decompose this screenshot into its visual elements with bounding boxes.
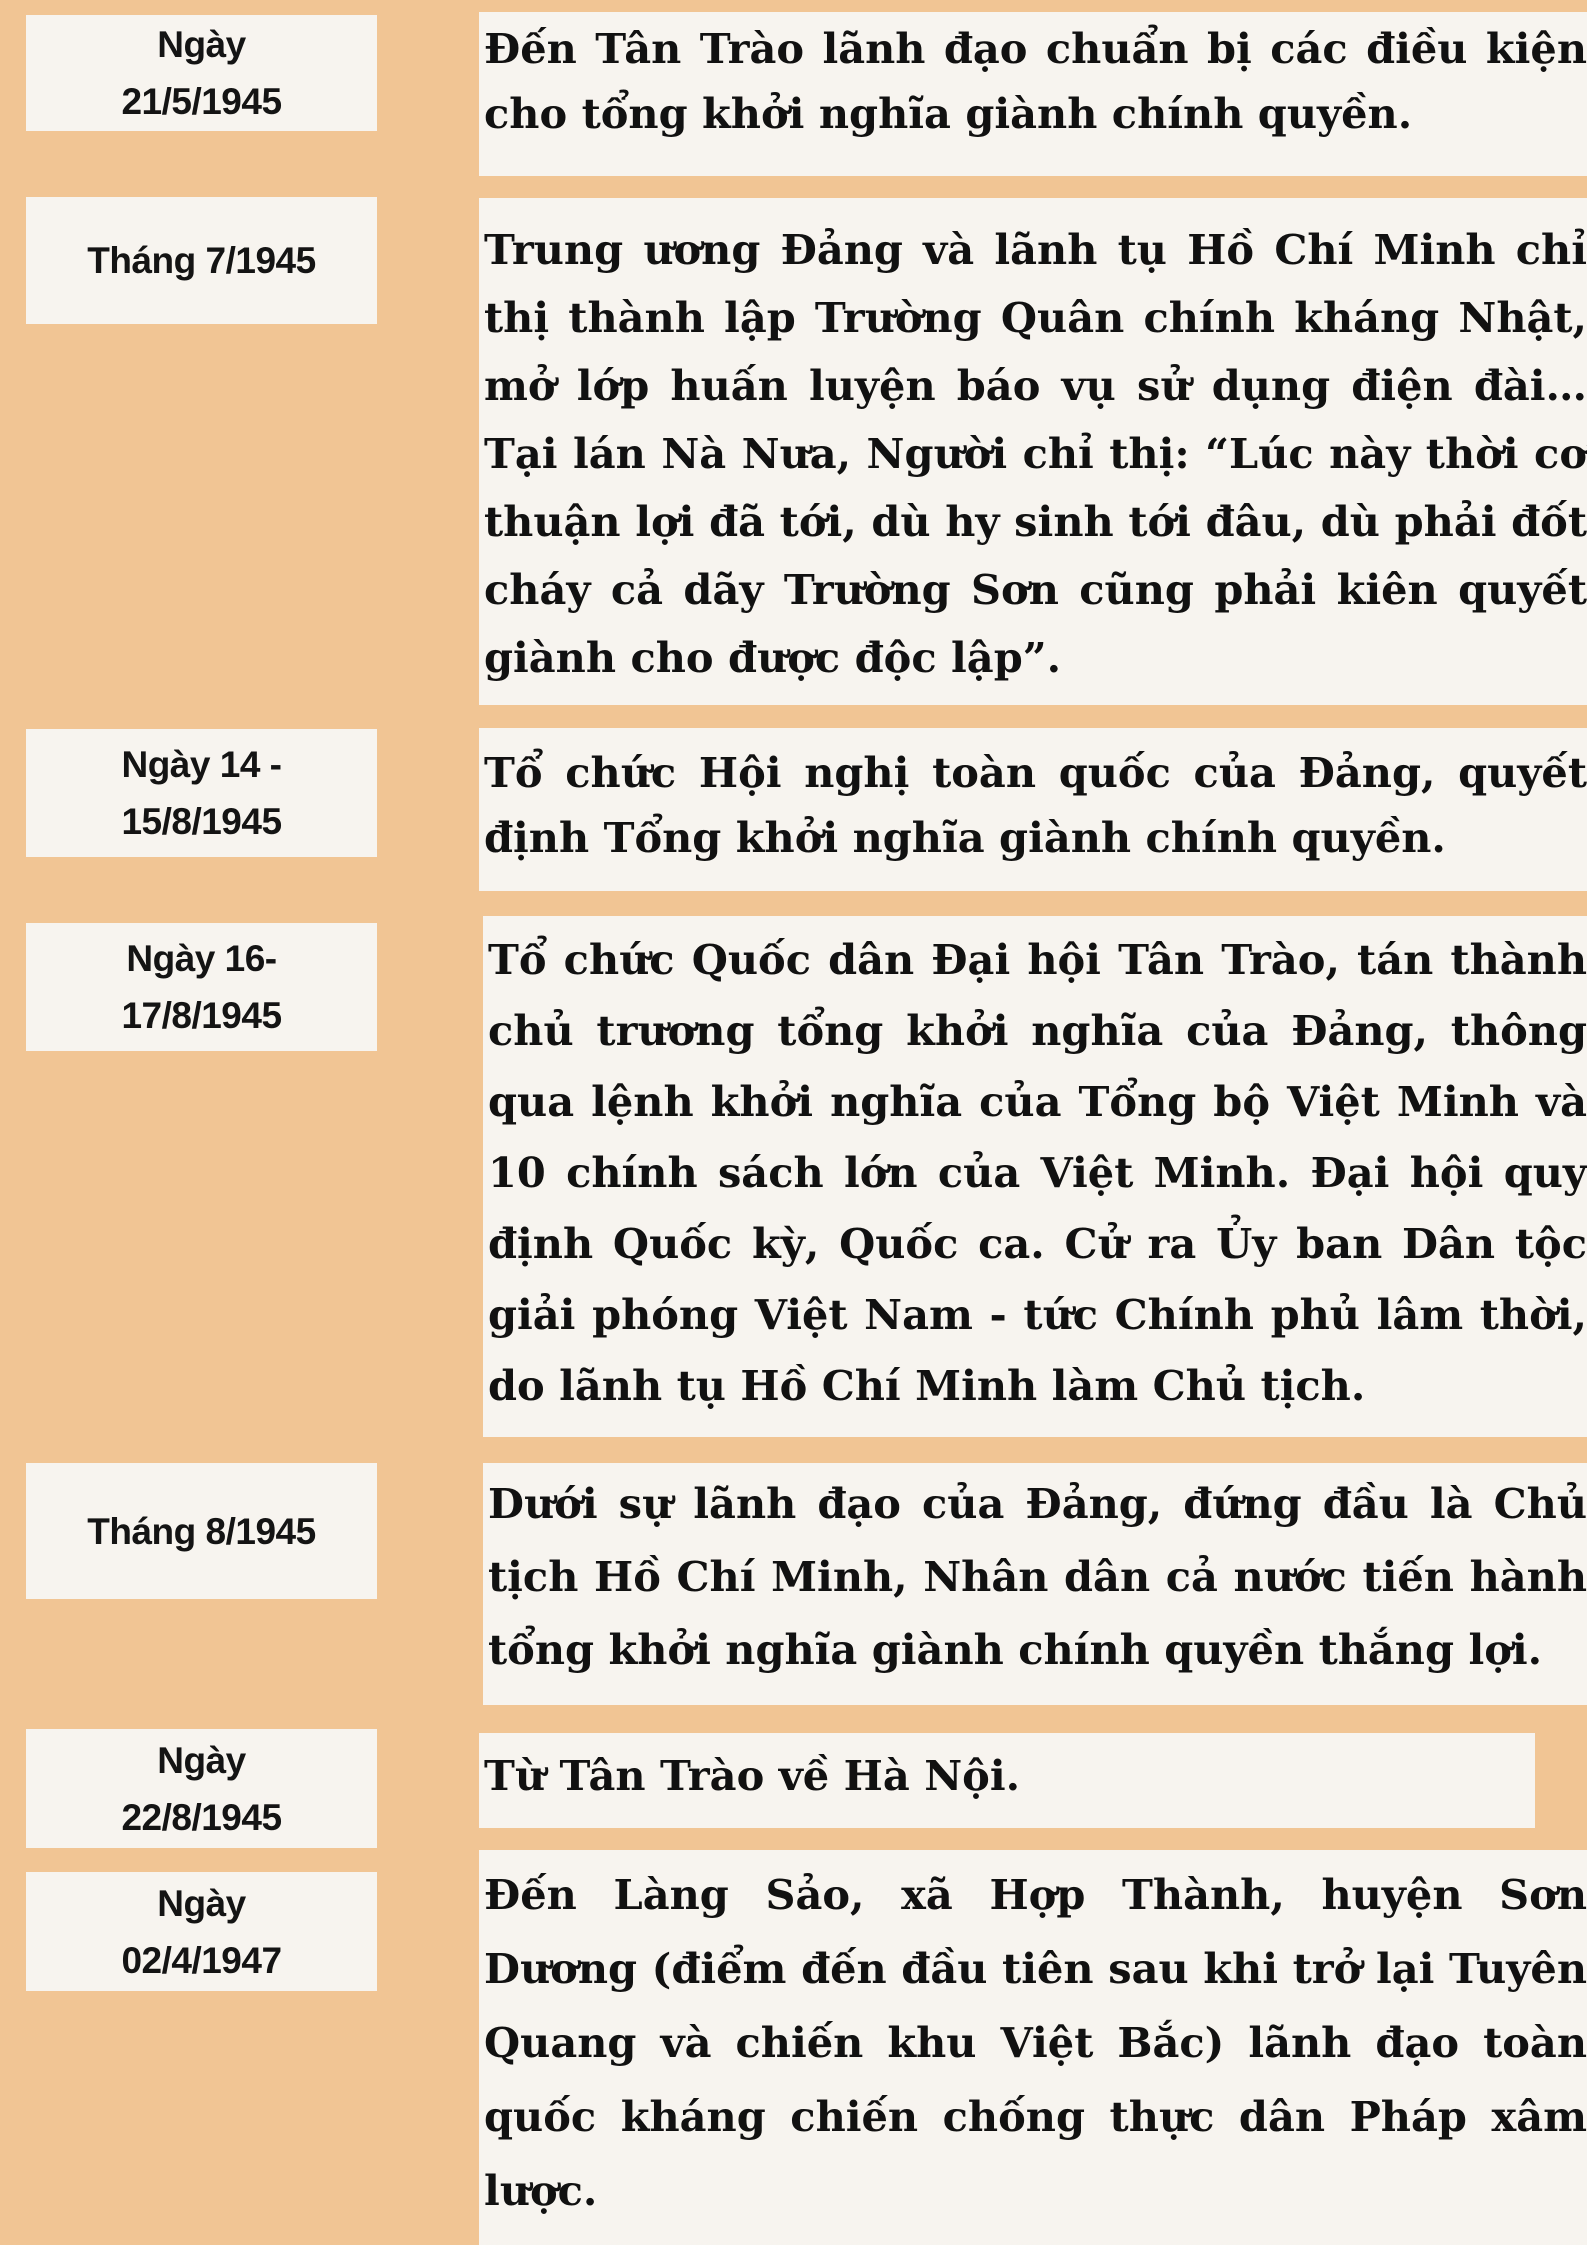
timeline-description: Tổ chức Hội nghị toàn quốc của Đảng, quyết định Tổng khởi nghĩa giành chính quyền. bbox=[479, 728, 1587, 891]
timeline-date: Ngày 02/4/1947 bbox=[26, 1872, 377, 1991]
timeline-date: Ngày 14 - 15/8/1945 bbox=[26, 729, 377, 857]
timeline-description: Trung ương Đảng và lãnh tụ Hồ Chí Minh chỉ thị thành lập Trường Quân chính kháng Nhật, mở lớp huấn luyện báo vụ sử dụng điện đài… Tại lán Nà Nưa, Người chỉ thị: “Lúc này thời cơ thuận lợi đã tới, dù hy sinh tới đâu, dù phải đốt cháy cả dãy Trường Sơn cũng phải kiên quyết giành cho được độc lập”. bbox=[479, 198, 1587, 705]
timeline-date: Tháng 7/1945 bbox=[26, 197, 377, 324]
timeline-description: Đến Tân Trào lãnh đạo chuẩn bị các điều kiện cho tổng khởi nghĩa giành chính quyền. bbox=[479, 12, 1587, 176]
timeline-description: Dưới sự lãnh đạo của Đảng, đứng đầu là Chủ tịch Hồ Chí Minh, Nhân dân cả nước tiến hành tổng khởi nghĩa giành chính quyền thắng lợi. bbox=[483, 1463, 1587, 1705]
timeline-date: Ngày 16-17/8/1945 bbox=[26, 923, 377, 1051]
timeline-description: Tổ chức Quốc dân Đại hội Tân Trào, tán thành chủ trương tổng khởi nghĩa của Đảng, thông qua lệnh khởi nghĩa của Tổng bộ Việt Minh và 10 chính sách lớn của Việt Minh. Đại hội quy định Quốc kỳ, Quốc ca. Cử ra Ủy ban Dân tộc giải phóng Việt Nam - tức Chính phủ lâm thời, do lãnh tụ Hồ Chí Minh làm Chủ tịch. bbox=[483, 916, 1587, 1437]
timeline-description: Từ Tân Trào về Hà Nội. bbox=[479, 1733, 1535, 1828]
timeline-date: Tháng 8/1945 bbox=[26, 1463, 377, 1599]
timeline-date: Ngày 22/8/1945 bbox=[26, 1729, 377, 1848]
timeline-date: Ngày 21/5/1945 bbox=[26, 15, 377, 131]
timeline-description: Đến Làng Sảo, xã Hợp Thành, huyện Sơn Dương (điểm đến đầu tiên sau khi trở lại Tuyên Quang và chiến khu Việt Bắc) lãnh đạo toàn quốc kháng chiến chống thực dân Pháp xâm lược. bbox=[479, 1850, 1587, 2245]
